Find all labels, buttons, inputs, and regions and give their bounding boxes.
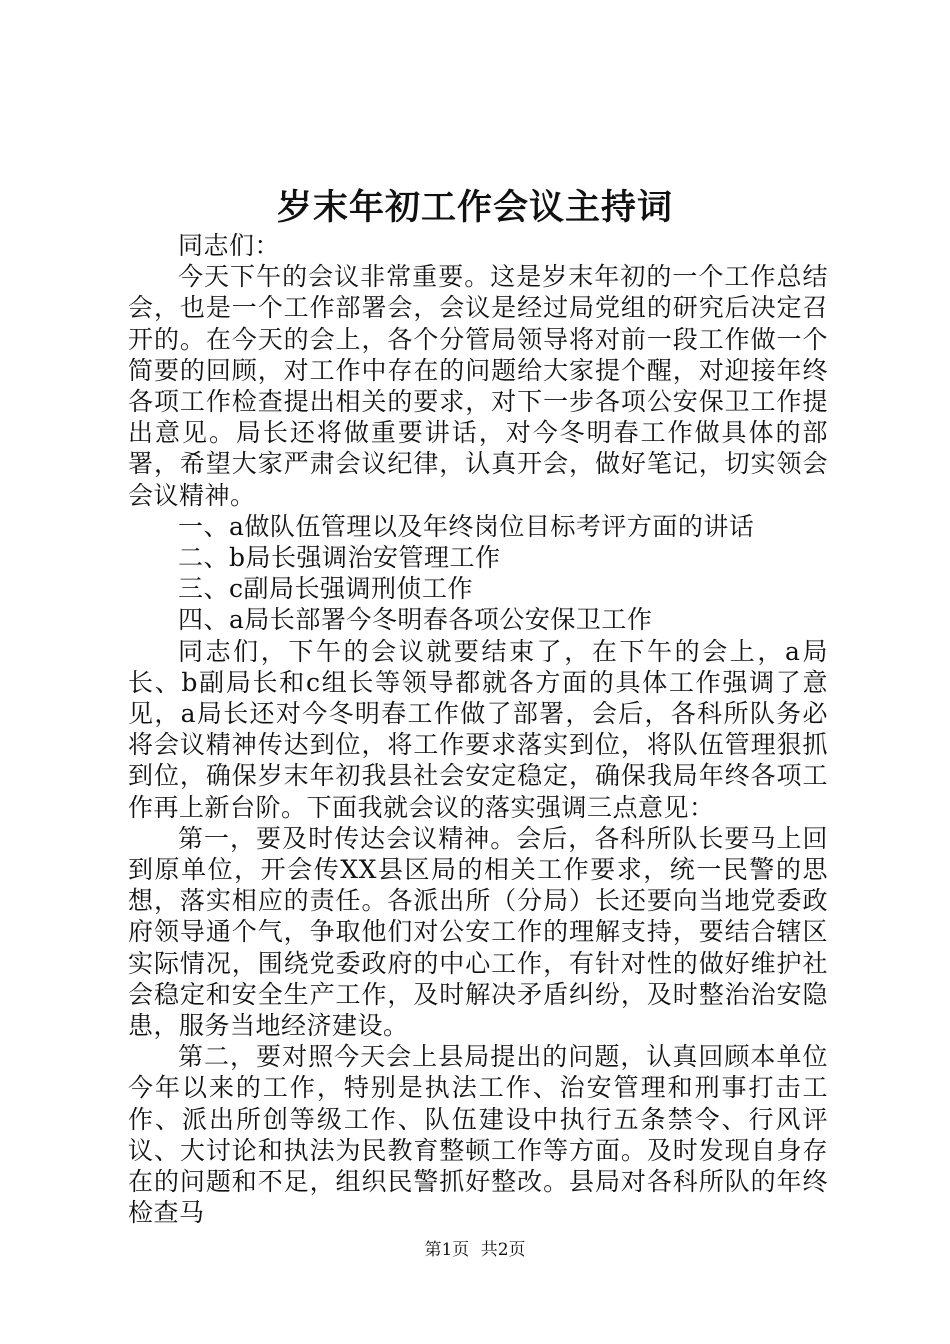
agenda-item: 四、a局长部署今冬明春各项公安保卫工作	[178, 605, 653, 635]
salutation: 同志们：	[178, 231, 281, 260]
document-body	[128, 230, 828, 1229]
page-number: 第1页	[424, 1240, 470, 1260]
agenda-item: 三、c副局长强调刑侦工作	[178, 574, 474, 604]
agenda-item: 二、b局长强调治安管理工作	[178, 543, 501, 573]
page-footer	[0, 1239, 950, 1261]
agenda-item: 一、a做队伍管理以及年终岗位目标考评方面的讲话	[178, 511, 755, 541]
paragraph: 今天下午的会议非常重要。这是岁末年初的一个工作总结会，也是一个工作部署会，会议是经过局党组的研究后决定召开的。在今天的会上，各个分管局领导将对前一段工作做一个简要的回顾，对工作中存在的问题给大家提个醒，对迎接年终各项工作检查提出相关的要求，对下一步各项公安保卫工作提出意见。局长还将做重要讲话，对今冬明春工作做具体的部署，希望大家严肃会议纪律，认真开会，做好笔记，切实领会会议精神。	[128, 262, 828, 510]
document-title: 岁末年初工作会议主持词	[276, 187, 673, 228]
paragraph: 第二，要对照今天会上县局提出的问题，认真回顾本单位今年以来的工作，特别是执法工作、治安管理和刑事打击工作、派出所创等级工作、队伍建设中执行五条禁令、行风评议、大讨论和执法为民教育整顿工作等方面。及时发现自身存在的问题和不足，组织民警抓好整改。县局对各科所队的年终检查马	[128, 1042, 828, 1228]
paragraph: 同志们，下午的会议就要结束了，在下午的会上，a局长、b副局长和c组长等领导都就各方面的具体工作强调了意见，a局长还对今冬明春工作做了部署，会后，各科所队务必将会议精神传达到位，将工作要求落实到位，将队伍管理狠抓到位，确保岁末年初我县社会安定稳定，确保我局年终各项工作再上新台阶。下面我就会议的落实强调三点意见：	[128, 636, 828, 822]
page-total: 共2页	[480, 1240, 526, 1260]
paragraph: 第一，要及时传达会议精神。会后，各科所队长要马上回到原单位，开会传XX县区局的相关工作要求，统一民警的思想，落实相应的责任。各派出所（分局）长还要向当地党委政府领导通个气，争取他们对公安工作的理解支持，要结合辖区实际情况，围绕党委政府的中心工作，有针对性的做好维护社会稳定和安全生产工作，及时解决矛盾纠纷，及时整治治安隐患，服务当地经济建设。	[128, 823, 828, 1041]
